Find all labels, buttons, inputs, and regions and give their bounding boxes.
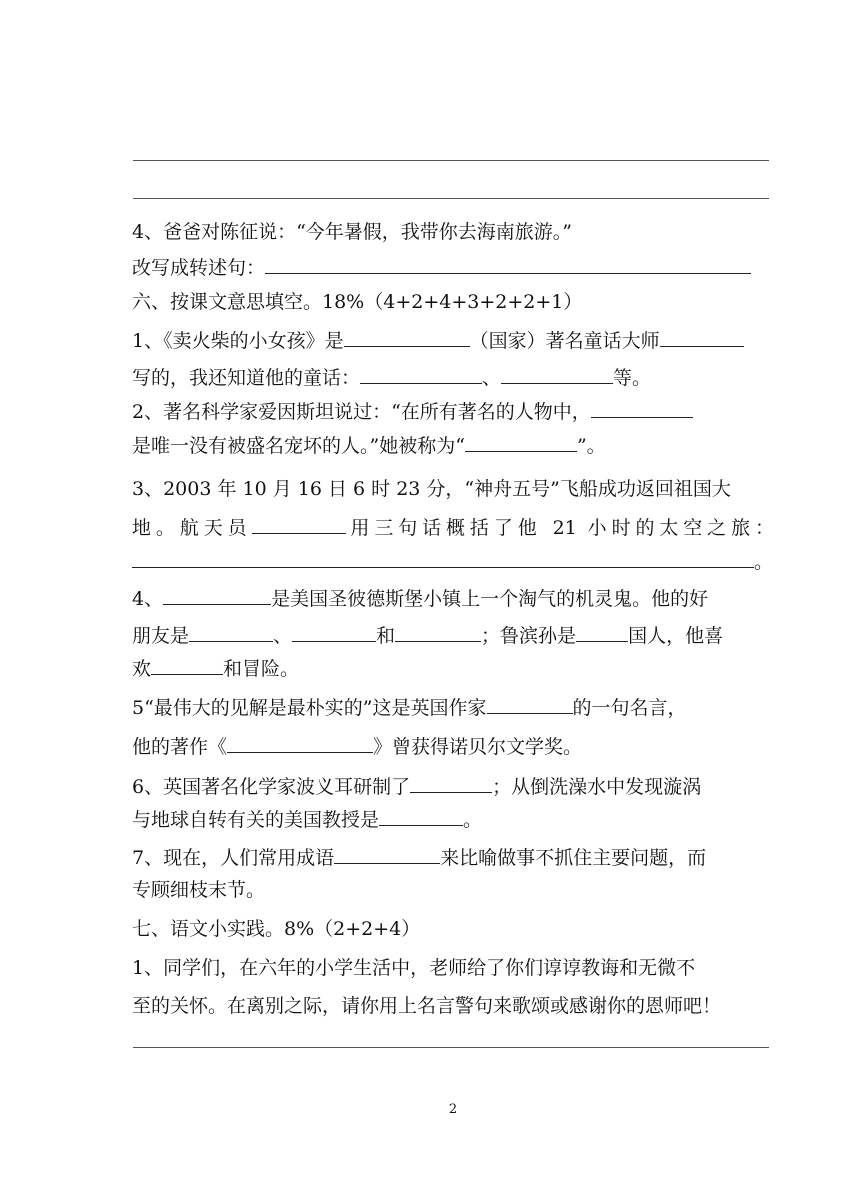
- answer-blank[interactable]: [292, 622, 376, 642]
- page-number: 2: [448, 1102, 458, 1117]
- answer-blank[interactable]: [576, 622, 628, 642]
- question-text: 是唯一没有被盛名宠坏的人。”她被称为“ ”。: [132, 432, 606, 459]
- answer-line: [133, 1047, 769, 1048]
- question-text: 朋友是 、 和 ；鲁滨孙是 国人，他喜: [132, 622, 723, 649]
- answer-blank[interactable]: [151, 655, 223, 675]
- question-text: 4、爸爸对陈征说：“今年暑假，我带你去海南旅游。”: [132, 221, 573, 243]
- question-text: 写的，我还知道他的童话： 、 等。: [132, 364, 651, 391]
- answer-blank[interactable]: [132, 548, 754, 568]
- answer-blank[interactable]: [189, 622, 273, 642]
- question-text: 他的著作《 》曾获得诺贝尔文学奖。: [132, 733, 582, 760]
- answer-blank[interactable]: [660, 327, 744, 347]
- answer-line: [133, 160, 769, 161]
- answer-blank[interactable]: [334, 844, 440, 864]
- question-text: 4、 是美国圣彼德斯堡小镇上一个淘气的机灵鬼。他的好: [132, 585, 708, 612]
- answer-blank[interactable]: [591, 398, 693, 418]
- question-text: 7、现在，人们常用成语 来比喻做事不抓住主要问题，而: [132, 844, 706, 871]
- answer-blank[interactable]: [344, 327, 470, 347]
- answer-blank[interactable]: [487, 694, 573, 714]
- answer-blank[interactable]: [501, 364, 613, 384]
- answer-blank[interactable]: [410, 773, 492, 793]
- section-title: 六、按课文意思填空。18%（4+2+4+3+2+2+1）: [132, 291, 583, 313]
- section-title: 七、语文小实践。8%（2+2+4）: [132, 918, 421, 940]
- question-text: 改写成转述句：: [132, 254, 751, 281]
- question-text: 3、2003 年 10 月 16 日 6 时 23 分，“神舟五号”飞船成功返回祖国大: [132, 478, 731, 500]
- answer-blank[interactable]: [395, 622, 481, 642]
- answer-line: [133, 198, 769, 199]
- answer-blank[interactable]: [163, 585, 271, 605]
- question-text: 2、著名科学家爱因斯坦说过：“在所有著名的人物中，: [132, 398, 693, 425]
- answer-blank[interactable]: [227, 733, 373, 753]
- question-text: 欢 和冒险。: [132, 655, 299, 682]
- question-text: 与地球自转有关的美国教授是 。: [132, 806, 482, 833]
- question-text: 地。航天员 用三句话概括了他 21 小时的太空之旅：: [132, 514, 774, 541]
- question-text: 5“最伟大的见解是最朴实的”这是英国作家 的一句名言，: [132, 694, 687, 721]
- question-text: 1、同学们，在六年的小学生活中，老师给了你们谆谆教诲和无微不: [132, 957, 696, 979]
- question-text: 。: [132, 548, 773, 575]
- answer-blank[interactable]: [265, 254, 751, 274]
- answer-blank[interactable]: [360, 364, 482, 384]
- answer-blank[interactable]: [252, 514, 346, 534]
- answer-blank[interactable]: [465, 432, 577, 452]
- question-text: 至的关怀。在离别之际，请你用上名言警句来歌颂或感谢你的恩师吧！: [132, 995, 722, 1017]
- question-text: 专顾细枝末节。: [132, 879, 266, 901]
- question-text: 1、《卖火柴的小女孩》是 （国家）著名童话大师: [132, 327, 744, 354]
- question-text: 6、英国著名化学家波义耳研制了 ；从倒洗澡水中发现漩涡: [132, 773, 701, 800]
- answer-blank[interactable]: [379, 806, 463, 826]
